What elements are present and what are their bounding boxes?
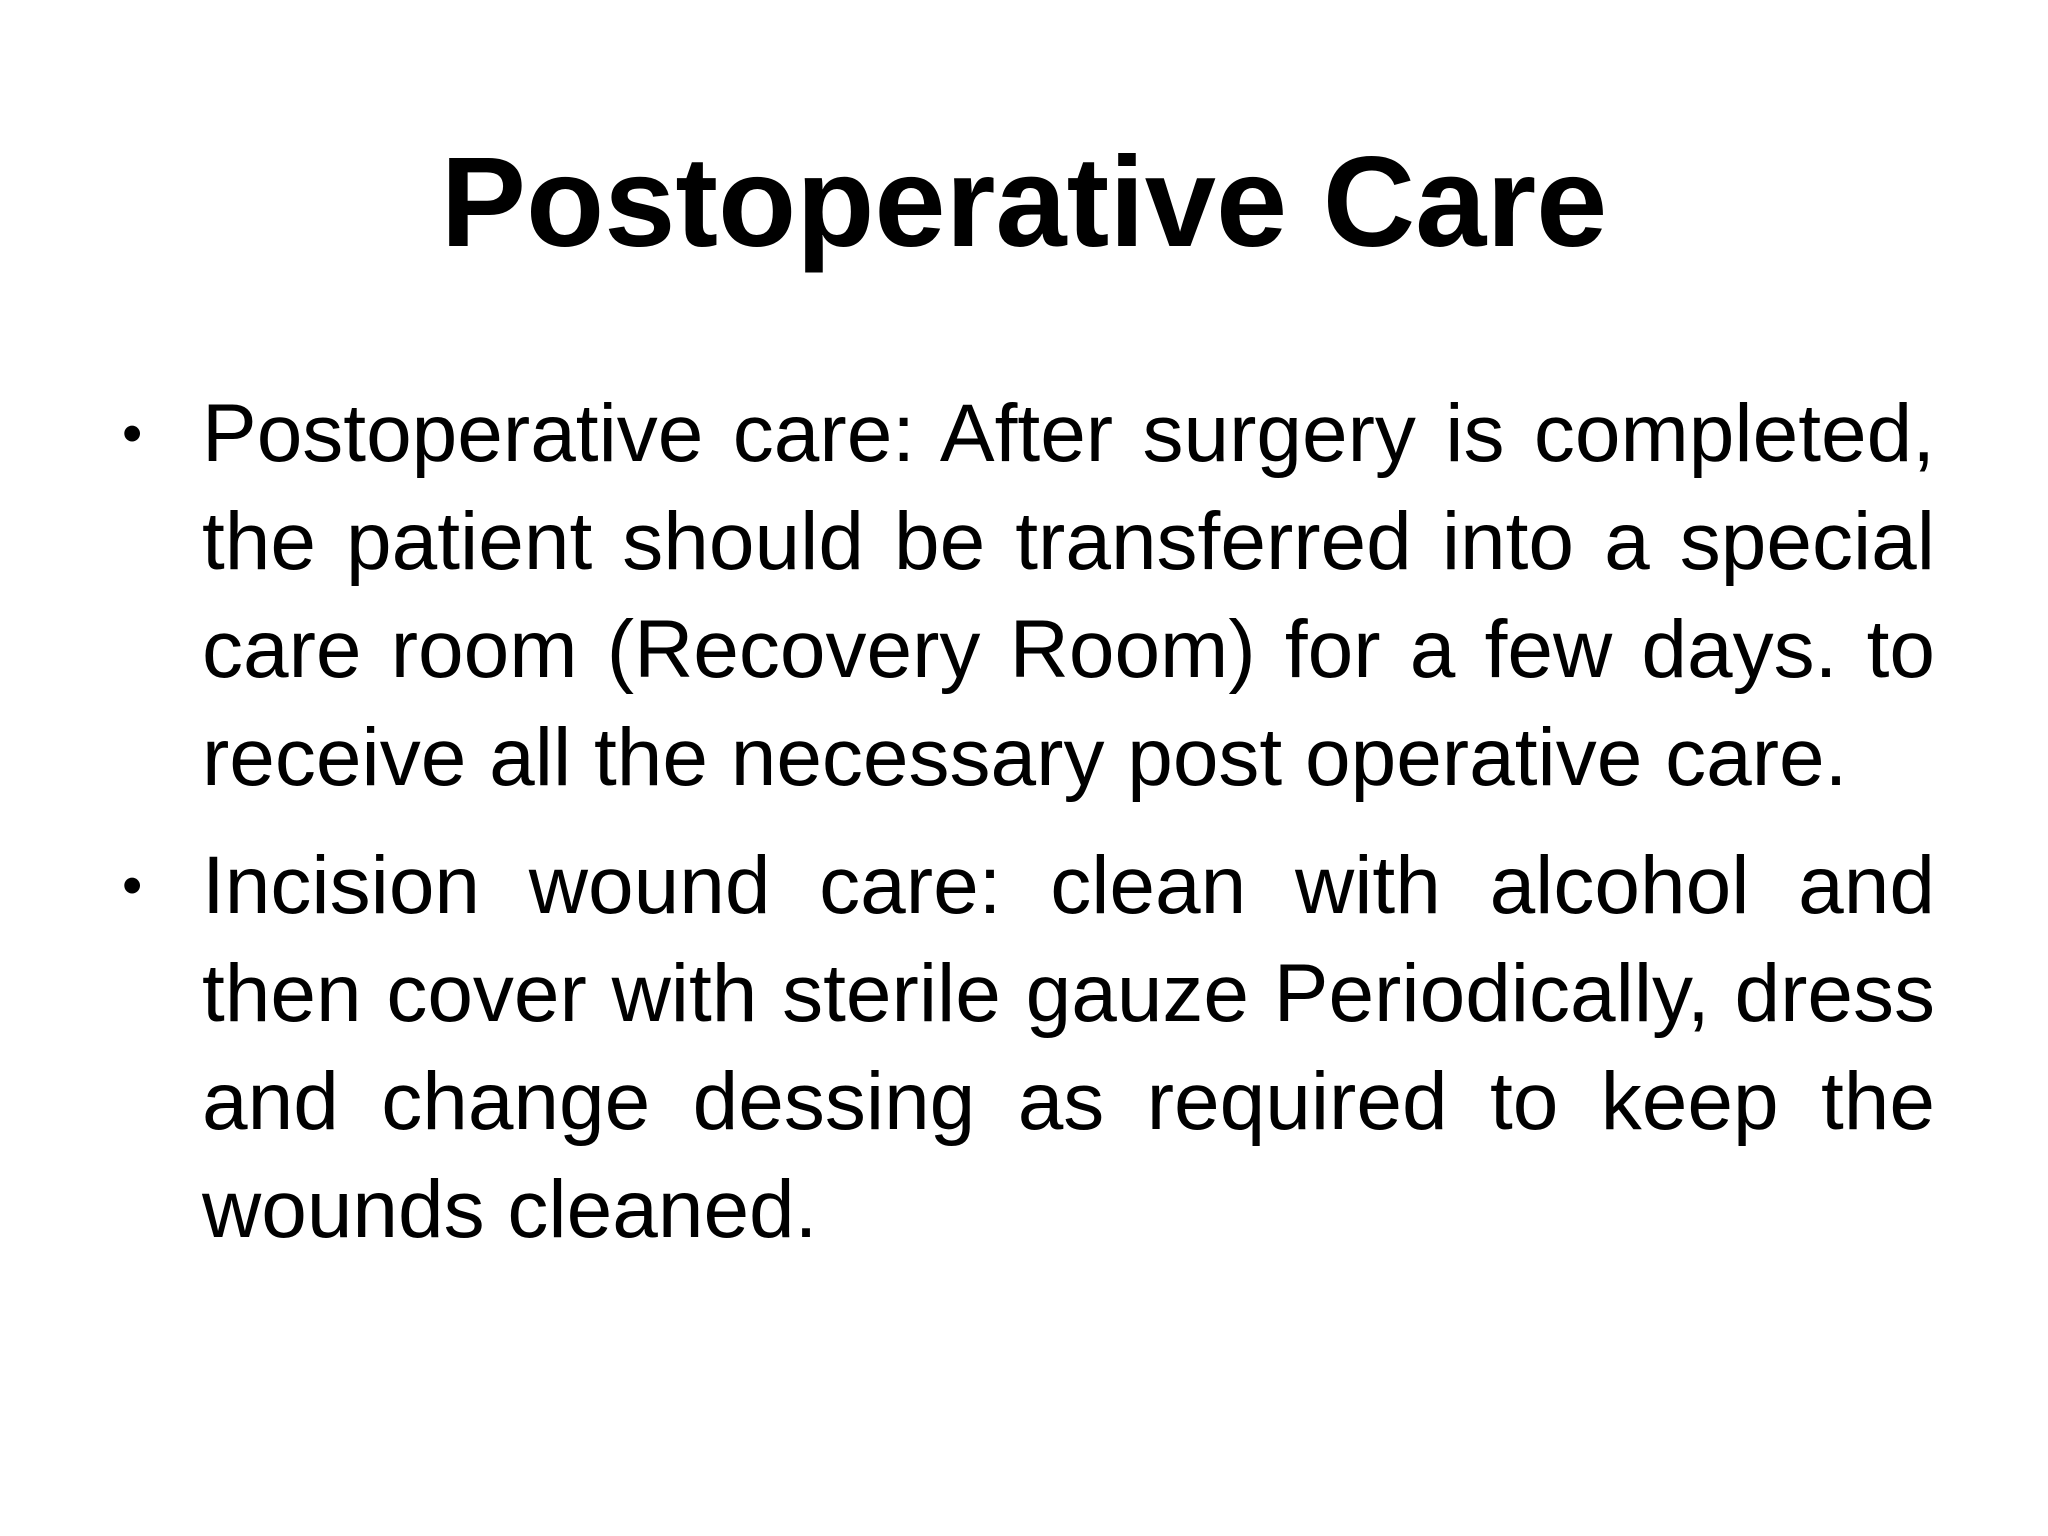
bullet-icon: •	[122, 401, 143, 466]
bullet-item	[120, 380, 1935, 812]
bullet-text: Incision wound care: clean with alcohol and then cover with sterile gauze Periodically, dress and change dessing as required to keep the wounds cleaned.	[202, 840, 1935, 1255]
bullet-list	[120, 380, 1935, 1284]
slide-title: Postoperative Care	[440, 131, 1608, 274]
bullet-icon: •	[122, 853, 143, 918]
bullet-text: Postoperative care: After surgery is completed, the patient should be transferred into a special care room (Recovery Room) for a few days. to receive all the necessary post operative care.	[202, 388, 1935, 803]
bullet-item	[120, 832, 1935, 1264]
